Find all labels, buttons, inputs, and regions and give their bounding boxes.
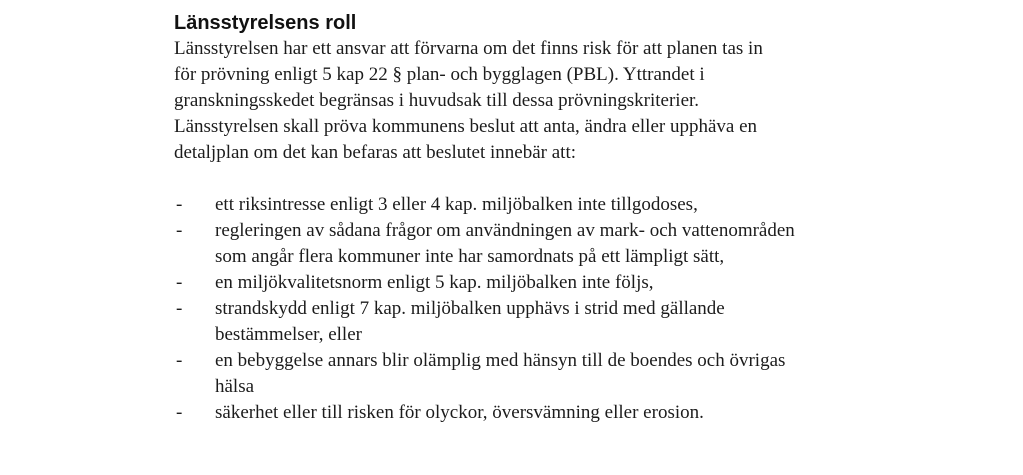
paragraph-line: Länsstyrelsen har ett ansvar att förvarna om det finns risk för att planen tas in bbox=[174, 38, 763, 59]
list-item-text: bestämmelser, eller bbox=[215, 324, 362, 345]
list-item-text: en bebyggelse annars blir olämplig med hänsyn till de boendes och övrigas bbox=[215, 350, 786, 371]
bullet-dash: - bbox=[176, 194, 183, 215]
document-page bbox=[174, 10, 934, 426]
bullet-dash: - bbox=[176, 220, 183, 241]
bullet-dash: - bbox=[176, 298, 183, 319]
criteria-list bbox=[174, 192, 934, 426]
paragraph-line: detaljplan om det kan befaras att beslutet innebär att: bbox=[174, 142, 577, 163]
list-item-text: säkerhet eller till risken för olyckor, översvämning eller erosion. bbox=[215, 402, 704, 423]
list-item bbox=[174, 218, 934, 270]
intro-paragraph bbox=[174, 36, 934, 166]
list-item bbox=[174, 192, 934, 218]
bullet-dash: - bbox=[176, 402, 183, 423]
paragraph-line: för prövning enligt 5 kap 22 § plan- och bygglagen (PBL). Yttrandet i bbox=[174, 64, 705, 85]
list-item-text: som angår flera kommuner inte har samordnats på ett lämpligt sätt, bbox=[215, 246, 725, 267]
list-item bbox=[174, 296, 934, 348]
paragraph-line: granskningsskedet begränsas i huvudsak till dessa prövningskriterier. bbox=[174, 90, 700, 111]
list-item-text: hälsa bbox=[215, 376, 255, 397]
list-item bbox=[174, 400, 934, 426]
list-item-text: strandskydd enligt 7 kap. miljöbalken upphävs i strid med gällande bbox=[215, 298, 725, 319]
list-item-text: regleringen av sådana frågor om användningen av mark- och vattenområden bbox=[215, 220, 795, 241]
list-item-text: en miljökvalitetsnorm enligt 5 kap. miljöbalken inte följs, bbox=[215, 272, 654, 293]
list-item bbox=[174, 270, 934, 296]
list-item-text: ett riksintresse enligt 3 eller 4 kap. miljöbalken inte tillgodoses, bbox=[215, 194, 698, 215]
list-item bbox=[174, 348, 934, 400]
bullet-dash: - bbox=[176, 350, 183, 371]
section-heading: Länsstyrelsens roll bbox=[174, 12, 357, 34]
bullet-dash: - bbox=[176, 272, 183, 293]
paragraph-line: Länsstyrelsen skall pröva kommunens beslut att anta, ändra eller upphäva en bbox=[174, 116, 758, 137]
